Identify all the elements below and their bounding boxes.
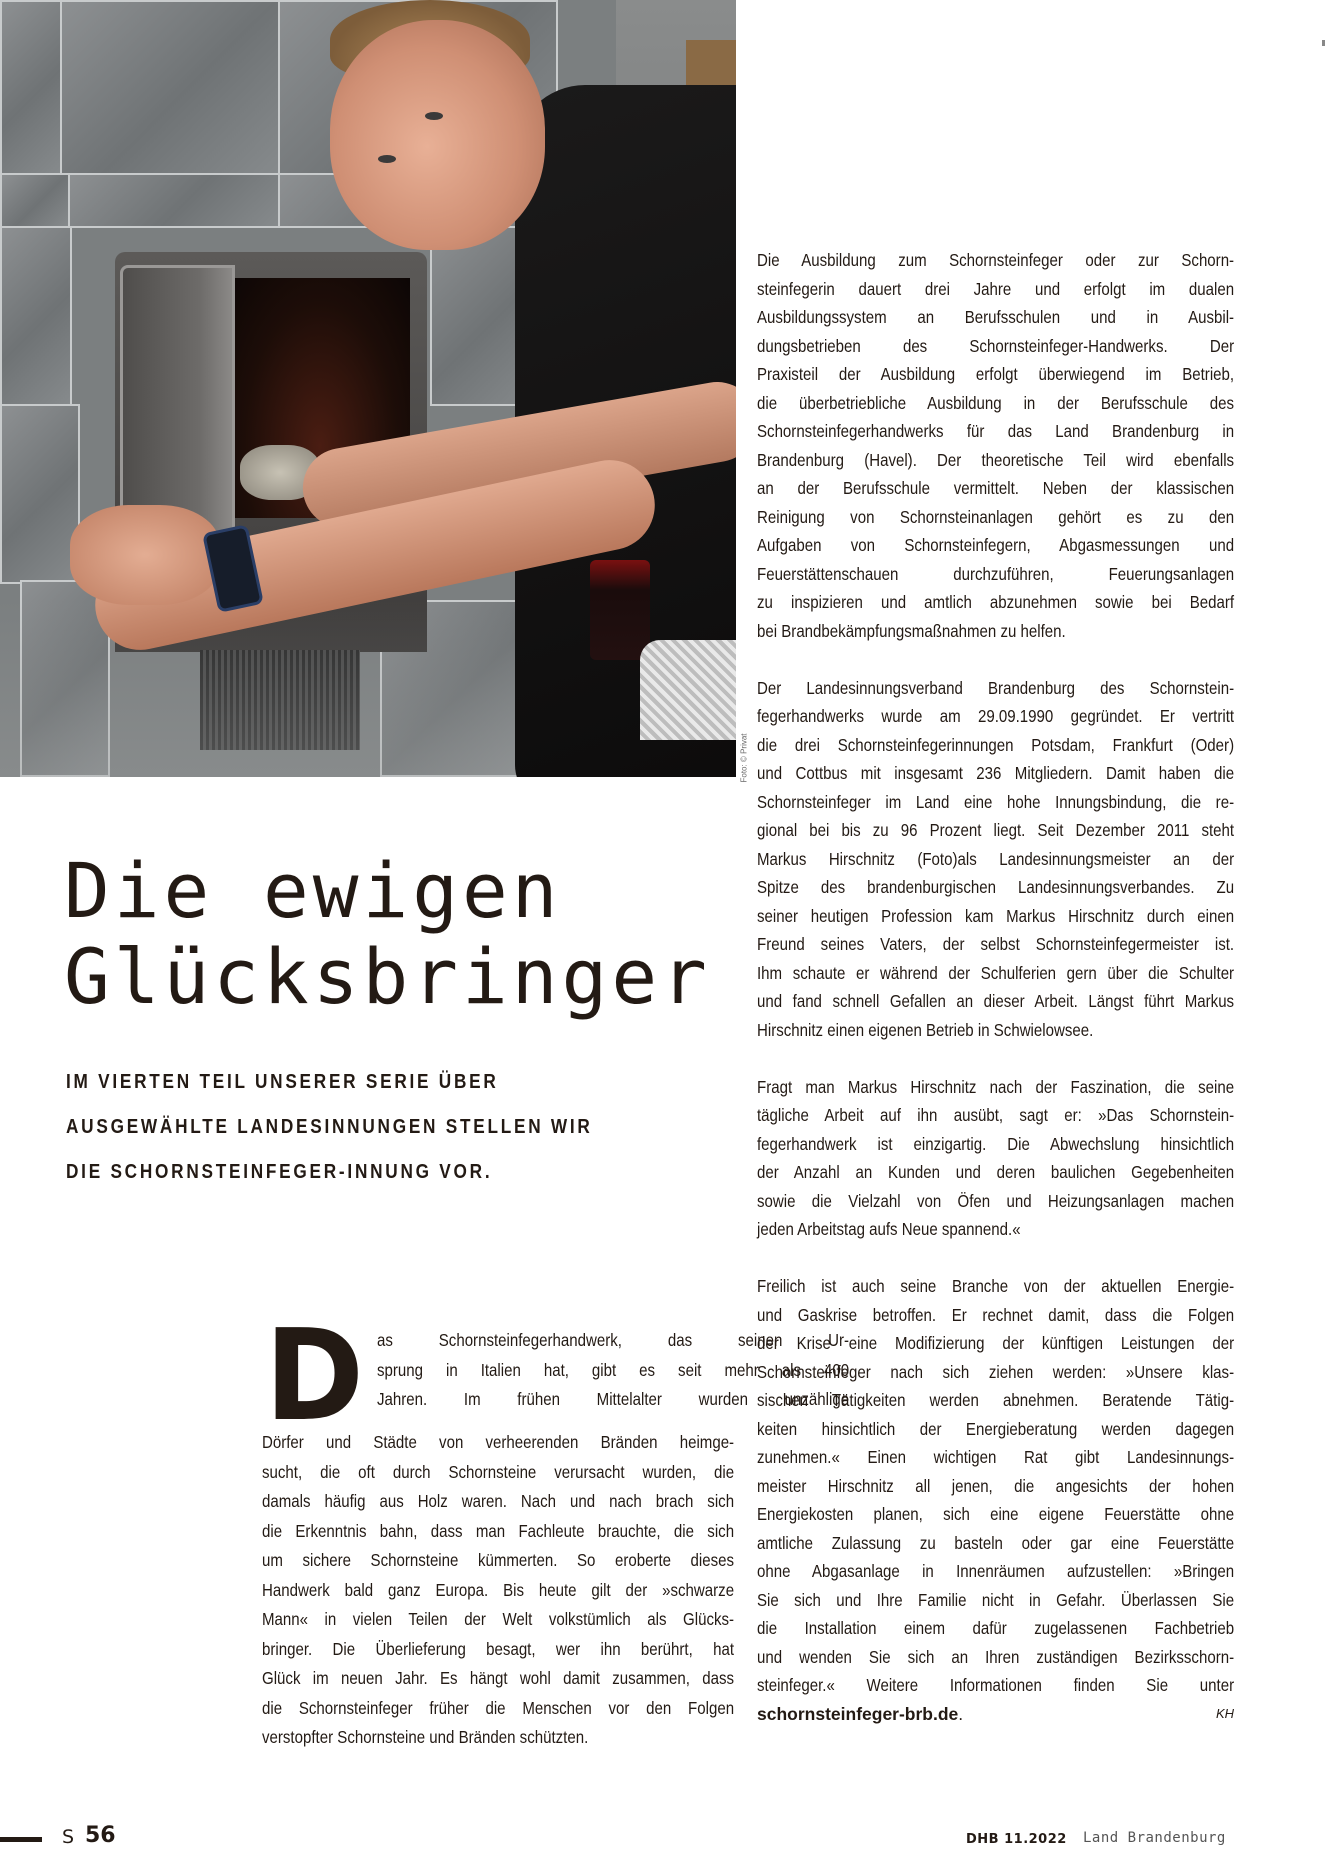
text-line: Markus Hirschnitz (Foto)als Landesinnungsmeister an der [757,848,1235,869]
text-line: und wenden Sie sich an Ihren zuständigen Bezirksschorn- [757,1646,1235,1667]
person-eye [378,155,396,163]
text-line: Aufgaben von Schornsteinfegern, Abgasmessungen und [757,535,1235,555]
text-line: sischen Tätigkeiten werden abnehmen. Beratende Tätig- [757,1390,1235,1410]
text-line: der Anzahl an Kunden und deren baulichen Gegebenheiten [757,1162,1235,1182]
text-line: zu inspizieren und amtlich abzunehmen sowie bei Bedarf [757,592,1235,612]
person-hand [70,505,220,605]
title-line: Die ewigen [64,846,562,935]
text-line: die drei Schornsteinfegerinnungen Potsdam, Frankfurt (Oder) [757,734,1235,755]
text-line: keiten hinsichtlich der Energieberatung werden dagegen [757,1418,1235,1439]
body-column-right [757,246,1234,1728]
text-line: Ihm schaute er während der Schulferien gern über die Schulter [757,962,1235,983]
text-line: dungsbetrieben des Schornsteinfeger-Handwerks. Der [757,335,1235,356]
wall-tile [0,0,62,175]
text-line: Schornsteinfegerhandwerks für das Land Brandenburg in [757,421,1235,441]
paragraph-energy-crisis [757,1272,1234,1728]
text-line: bringer. Die Überlieferung besagt, wer ihn berührt, hat [262,1638,735,1659]
text-line: Die Ausbildung zum Schornsteinfeger oder zur Schorn- [757,250,1235,270]
text-line: und Cottbus mit insgesamt 236 Mitgliedern. Damit haben die [757,763,1235,783]
paragraph-fascination [757,1073,1234,1244]
article-photo [0,0,736,777]
text-line: und Gaskrise betroffen. Er rechnet damit, dass die Folgen [757,1304,1235,1325]
text-line: gional bei bis zu 96 Prozent liegt. Seit Dezember 2011 steht [757,820,1235,840]
text-line: Freilich ist auch seine Branche von der aktuellen Energie- [757,1276,1235,1296]
paint-can [590,560,650,660]
text-line: Sie sich und Ihre Familie nicht in Gefahr. Überlassen Sie [757,1589,1235,1610]
text-line [757,1700,1234,1729]
text-line: sowie die Vielzahl von Öfen und Heizungsanlagen machen [757,1190,1235,1211]
intro-paragraph [262,1302,849,1753]
page-title [64,848,711,1020]
dek-line: AUSGEWÄHLTE LANDESINNUNGEN STELLEN WIR [66,1116,593,1138]
text-line: damals häufig aus Holz waren. Nach und nach brach sich [262,1491,735,1511]
wall-tile [68,173,280,228]
trim-mark [1322,40,1325,46]
text-line: die Installation einem dafür zugelassenen Fachbetrieb [757,1618,1235,1638]
text-line: Fragt man Markus Hirschnitz nach der Faszination, die seine [757,1076,1235,1097]
text-line: amtliche Zulassung zu basteln oder gar eine Feuerstätte [757,1532,1235,1553]
article-dek [66,1060,599,1195]
text-line: um sichere Schornsteine kümmerten. So eroberte dieses [262,1550,735,1570]
text-line: sucht, die oft durch Schornsteine verursacht wurden, die [262,1461,735,1482]
text-line: Spitze des brandenburgischen Landesinnungsverbandes. Zu [757,877,1235,897]
paragraph-training [757,246,1234,645]
text-line: Handwerk bald ganz Europa. Bis heute gilt der »schwarze [262,1579,735,1600]
body-column-left [262,1302,849,1753]
text-line: Brandenburg (Havel). Der theoretische Teil wird ebenfalls [757,449,1235,470]
text-line: tägliche Arbeit auf ihn ausübt, sagt er: »Das Schornstein- [757,1105,1235,1125]
person-eye [425,112,443,120]
dek-line: DIE SCHORNSTEINFEGER-INNUNG VOR. [66,1161,493,1183]
photo-credit: Foto: © Privat [739,733,749,783]
text-line: Glück im neuen Jahr. Es hängt wohl damit zusammen, dass [262,1668,735,1688]
wall-tile [60,0,280,175]
text-line: Hirschnitz einen eigenen Betrieb in Schwielowsee. [757,1019,1094,1040]
wall-tile [0,404,80,584]
section-name: Land Brandenburg [1083,1830,1226,1846]
text-line: Schornsteinfeger nach sich ziehen werden: »Unsere klas- [757,1361,1235,1382]
drop-cap: D [264,1302,364,1449]
paragraph-association [757,674,1234,1045]
text-line: Schornsteinfeger im Land eine hohe Innungsbindung, die re- [757,791,1235,812]
text-line: die Erkenntnis bahn, dass man Fachleute brauchte, die sich [262,1520,735,1541]
wall-tile [0,226,72,406]
author-initials: KH [1215,1705,1234,1721]
text-line: Energiekosten planen, sich eine eigene Feuerstätte ohne [757,1504,1235,1524]
person-face [330,20,545,250]
title-line: Glücksbringer [64,932,711,1021]
text-line: Feuerstättenschauen durchzuführen, Feuerungsanlagen [757,563,1235,584]
text-line: meister Hirschnitz all jenen, die angesichts der hohen [757,1475,1235,1496]
text-line: steinfegerin dauert drei Jahre und erfolgt im dualen [757,278,1235,299]
text-line: Freund seines Vaters, der selbst Schornsteinfegermeister ist. [757,934,1235,954]
text-line: verstopfter Schornsteine und Bränden schützten. [262,1727,589,1747]
text-line: as Schornsteinfegerhandwerk, das seinen Ur- [376,1330,849,1350]
text-line: fegerhandwerk ist einzigartig. Die Abwechslung hinsichtlich [757,1133,1235,1154]
text-line: die Schornsteinfeger früher die Menschen vor den Folgen [262,1697,735,1718]
website-link[interactable]: schornsteinfeger-brb.de [757,1703,959,1724]
text-line: der Krise eine Modifizierung der künftigen Leistungen der [757,1333,1235,1353]
text-line: sprung in Italien hat, gibt es seit mehr als 400 [376,1359,849,1380]
page-prefix: S [62,1826,75,1848]
text-line: zunehmen.« Einen wichtigen Rat gibt Landesinnungs- [757,1447,1235,1467]
text-line: Praxisteil der Ausbildung erfolgt überwiegend im Betrieb, [757,364,1235,384]
text-line: ohne Abgasanlage in Innenräumen aufzustellen: »Bringen [757,1561,1235,1581]
text-line: die überbetriebliche Ausbildung in der Berufsschule des [757,392,1235,413]
text-line: Ausbildungssystem an Berufsschulen und in Ausbil- [757,307,1235,327]
text-line: jeden Arbeitstag aufs Neue spannend.« [757,1219,1021,1239]
text-line: Reinigung von Schornsteinanlagen gehört es zu den [757,506,1235,527]
text-line: seiner heutigen Profession kam Markus Hirschnitz durch einen [757,905,1235,926]
text-line: fegerhandwerks wurde am 29.09.1990 gegründet. Er vertritt [757,706,1235,726]
dek-line: IM VIERTEN TEIL UNSERER SERIE ÜBER [66,1071,499,1093]
link-suffix: . [958,1703,964,1724]
wicker-basket [640,640,736,740]
magazine-issue: DHB 11.2022 [966,1832,1067,1847]
text-line: bei Brandbekämpfungsmaßnahmen zu helfen. [757,620,1066,641]
text-line: Jahren. Im frühen Mittelalter wurden unzählige [376,1389,849,1409]
page-number: 56 [85,1823,116,1848]
text-line: Mann« in vielen Teilen der Welt volkstümlich als Glücks- [262,1609,735,1629]
footer-rule [0,1837,42,1842]
text-line: und fand schnell Gefallen an dieser Arbeit. Längst führt Markus [757,991,1235,1011]
text-line: Der Landesinnungsverband Brandenburg des Schornstein- [757,677,1235,698]
wall-tile [0,173,70,228]
text-line: an der Berufsschule vermittelt. Neben der klassischen [757,478,1235,498]
text-line: Dörfer und Städte von verheerenden Bränden heimge- [262,1432,735,1452]
text-line: steinfeger.« Weitere Informationen finden Sie unter [757,1675,1235,1695]
